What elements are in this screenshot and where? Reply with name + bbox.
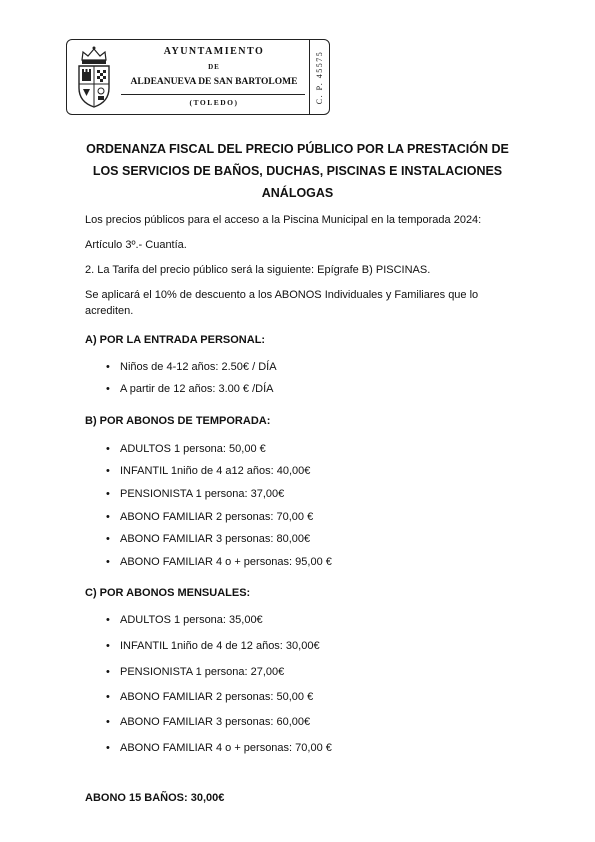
title-line-3: ANÁLOGAS (261, 186, 334, 200)
footer-note: ABONO 15 BAÑOS: 30,00€ (85, 792, 225, 804)
section-b-heading: B) POR ABONOS DE TEMPORADA: (85, 415, 271, 427)
list-item-text: ABONO FAMILIAR 2 personas: 50,00 € (120, 691, 314, 703)
list-item-text: A partir de 12 años: 3.00 € /DÍA (120, 383, 274, 395)
list-item-text: PENSIONISTA 1 persona: 27,00€ (120, 666, 285, 678)
title-line-1: ORDENANZA FISCAL DEL PRECIO PÚBLICO POR LA PRESTACIÓN DE (86, 142, 509, 156)
list-item-text: ABONO FAMILIAR 3 personas: 60,00€ (120, 716, 311, 728)
letterhead-line-de: DE (208, 63, 220, 71)
bullet-icon: • (106, 556, 110, 568)
document-title (80, 138, 515, 204)
list-item-text: Niños de 4-12 años: 2.50€ / DÍA (120, 361, 277, 373)
bullet-icon: • (106, 443, 110, 455)
letterhead-line-province: (TOLEDO) (189, 98, 239, 107)
bullet-icon: • (106, 691, 110, 703)
bullet-icon: • (106, 383, 110, 395)
list-item-text: ABONO FAMILIAR 3 personas: 80,00€ (120, 533, 311, 545)
bullet-icon: • (106, 488, 110, 500)
bullet-icon: • (106, 465, 110, 477)
bullet-icon: • (106, 511, 110, 523)
list-item-text: ADULTOS 1 persona: 50,00 € (120, 443, 266, 455)
title-line-2: LOS SERVICIOS DE BAÑOS, DUCHAS, PISCINAS E INSTALACIONES (92, 164, 503, 178)
bullet-icon: • (106, 742, 110, 754)
bullet-icon: • (106, 614, 110, 626)
bullet-icon: • (106, 640, 110, 652)
list-item-text: PENSIONISTA 1 persona: 37,00€ (120, 488, 285, 500)
postal-code (311, 40, 329, 114)
letterhead (66, 39, 330, 115)
bullet-icon: • (106, 666, 110, 678)
letterhead-vertical-divider (309, 40, 310, 114)
list-item-text: INFANTIL 1niño de 4 a12 años: 40,00€ (120, 465, 311, 477)
letterhead-line-ayuntamiento: AYUNTAMIENTO (163, 46, 265, 57)
section-a-heading: A) POR LA ENTRADA PERSONAL: (85, 334, 266, 346)
article-line: Artículo 3º.- Cuantía. (85, 239, 187, 251)
bullet-icon: • (106, 533, 110, 545)
letterhead-divider (121, 94, 305, 95)
section-c-heading: C) POR ABONOS MENSUALES: (85, 587, 251, 599)
list-item-text: ABONO FAMILIAR 2 personas: 70,00 € (120, 511, 314, 523)
bullet-icon: • (106, 716, 110, 728)
postal-code-text: C. P. 45575 (315, 50, 325, 104)
letterhead-line-town: ALDEANUEVA DE SAN BARTOLOME (130, 77, 298, 87)
bullet-icon: • (106, 361, 110, 373)
discount-paragraph: Se aplicará el 10% de descuento a los ABONOS Individuales y Familiares que lo acrediten. (85, 289, 479, 317)
list-item-text: ABONO FAMILIAR 4 o + personas: 95,00 € (120, 556, 332, 568)
list-item-text: ABONO FAMILIAR 4 o + personas: 70,00 € (120, 742, 332, 754)
coat-of-arms-icon (73, 44, 115, 110)
list-item-text: INFANTIL 1niño de 4 de 12 años: 30,00€ (120, 640, 320, 652)
tariff-line: 2. La Tarifa del precio público será la siguiente: Epígrafe B) PISCINAS. (85, 264, 431, 276)
intro-paragraph: Los precios públicos para el acceso a la Piscina Municipal en la temporada 2024: (85, 214, 482, 226)
list-item-text: ADULTOS 1 persona: 35,00€ (120, 614, 263, 626)
